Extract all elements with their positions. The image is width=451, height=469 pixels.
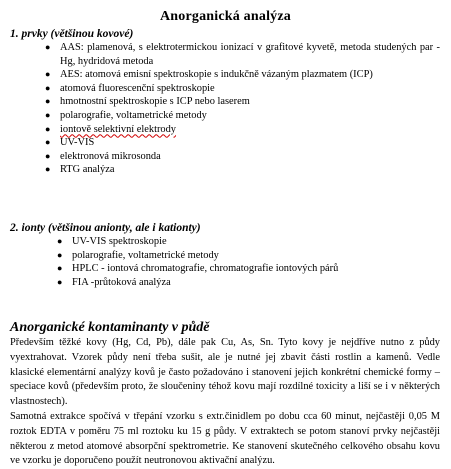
document-title: Anorganická analýza <box>160 9 291 24</box>
list-item: ● HPLC - iontová chromatografie, chromatografie iontových párů <box>57 263 339 275</box>
list-item: ● AES: atomová emisní spektroskopie s indukčně vázaným plazmatem (ICP) <box>45 69 373 81</box>
list-item: ● FIA -průtoková analýza <box>57 276 171 288</box>
list-item: ● elektronová mikrosonda <box>45 150 161 162</box>
bullet-icon: ● <box>45 82 51 93</box>
bullet-icon: ● <box>45 96 51 107</box>
contaminants-heading: Anorganické kontaminanty v půdě <box>10 320 210 335</box>
bullet-icon: ● <box>57 249 63 260</box>
list-item: ● atomová fluorescenční spektroskopie <box>45 82 215 94</box>
list-item: ● RTG analýza <box>45 164 115 176</box>
list-item: ● hmotnostní spektroskopie s ICP nebo laserem <box>45 96 250 108</box>
list-item: ● UV-VIS spektroskopie <box>57 236 167 247</box>
ionty-list <box>52 235 442 289</box>
list-item: ● polarografie, voltametrické metody <box>57 249 219 261</box>
section-heading-prvky: 1. prvky (většinou kovové) <box>10 28 134 40</box>
bullet-icon: ● <box>45 123 51 134</box>
list-item: ● polarografie, voltametrické metody <box>45 109 207 121</box>
list-item: ● UV-VIS <box>45 137 95 149</box>
list-item: ● AAS: plamenová, s elektrotermickou ionizací v grafitové kyvetě, metoda studených par - Hg, hydridová metoda <box>45 42 440 67</box>
bullet-icon: ● <box>45 137 51 148</box>
bullet-icon: ● <box>57 236 63 246</box>
bullet-icon: ● <box>45 164 51 175</box>
list-item: ● iontově selektivní elektrody <box>45 123 177 135</box>
bullet-icon: ● <box>57 276 63 287</box>
bullet-icon: ● <box>45 150 51 161</box>
bullet-icon: ● <box>45 42 51 52</box>
contaminants-body <box>10 336 440 469</box>
section-heading-ionty: 2. ionty (většinou anionty, ale i kationty) <box>10 222 201 234</box>
bullet-icon: ● <box>45 109 51 120</box>
contaminants-paragraph-2: Samotná extrakce spočívá v třepání vzorku s extr.činidlem po dobu cca 60 minut, nejčastěji 0,05 M roztok EDTA v poměru 75 ml roztoku ku 15 g půdy. V extraktech se potom stanoví prvky nejčastěji některou z metod atomové absorpční spektrometrie. Ke stanovení skutečného celkového obsahu kovu ve vzorku je doporučeno použít neutronovou aktivační analýzu. <box>10 410 440 467</box>
prvky-list <box>40 41 440 177</box>
bullet-icon: ● <box>57 263 63 274</box>
contaminants-paragraph-1: Především těžké kovy (Hg, Cd, Pb), dále pak Cu, As, Sn. Tyto kovy je nejdříve nutno z půdy vyextrahovat. Vzorek půdy není třeba sušit, ale je nutné jej zbavit části rostlin a kamenů. Vedle klasické elementární analýzy kovů je často požadováno i stanovení jejich konkrétní chemické formy – speciace kovů (především proto, že sloučeniny téhož kovu mají rozdílné toxicity a liší se i v některých vlastnostech). <box>10 337 440 408</box>
bullet-icon: ● <box>45 69 51 80</box>
